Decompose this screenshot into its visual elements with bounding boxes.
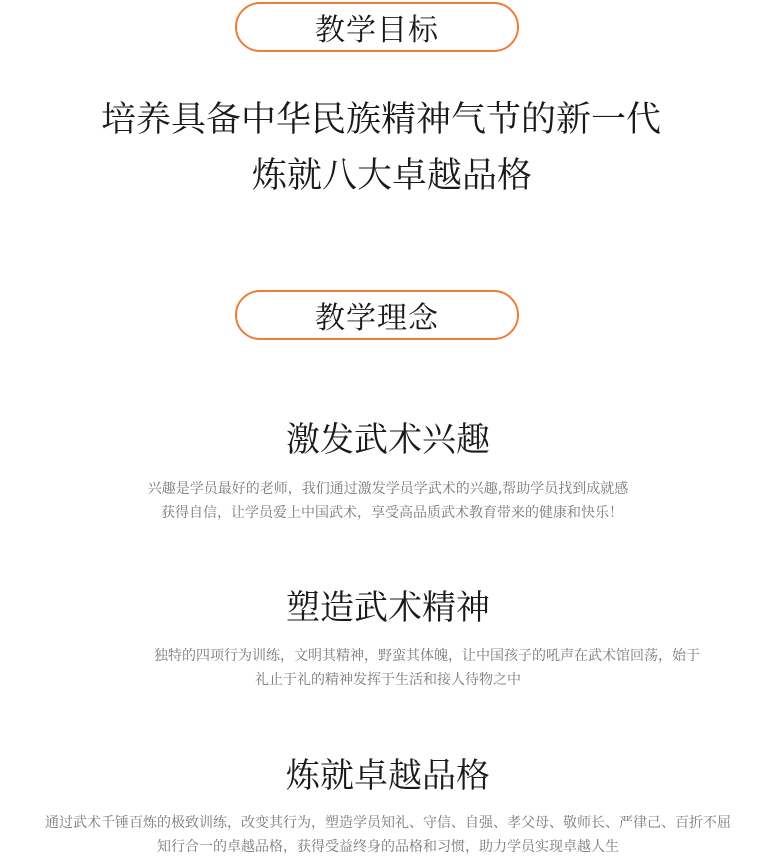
teaching-goal-badge: 教学目标 <box>235 2 519 52</box>
teaching-philosophy-badge: 教学理念 <box>235 290 519 340</box>
section-desc-character-line-1: 通过武术千锤百炼的极致训练，改变其行为，塑造学员知礼、守信、自强、孝父母、敬师长、严律己、百折不屈 <box>45 815 731 831</box>
section-title-interest: 激发武术兴趣 <box>286 420 490 460</box>
section-desc-spirit-line-2: 礼止于礼的精神发挥于生活和接人待物之中 <box>255 672 521 688</box>
section-desc-interest-line-1: 兴趣是学员最好的老师，我们通过激发学员学武术的兴趣,帮助学员找到成就感 <box>147 481 629 497</box>
teaching-goal-line-1: 培养具备中华民族精神气节的新一代 <box>100 100 661 140</box>
section-title-spirit: 塑造武术精神 <box>286 588 490 628</box>
section-title-character: 炼就卓越品格 <box>286 756 490 796</box>
teaching-goal-line-2: 炼就八大卓越品格 <box>251 156 532 196</box>
section-desc-interest-line-2: 获得自信，让学员爱上中国武术，享受高品质武术教育带来的健康和快乐！ <box>161 505 623 521</box>
section-desc-spirit-line-1: 独特的四项行为训练，文明其精神，野蛮其体魄，让中国孩子的吼声在武术馆回荡，始于 <box>154 648 700 664</box>
section-desc-character-line-2: 知行合一的卓越品格，获得受益终身的品格和习惯，助力学员实现卓越人生 <box>157 839 619 855</box>
